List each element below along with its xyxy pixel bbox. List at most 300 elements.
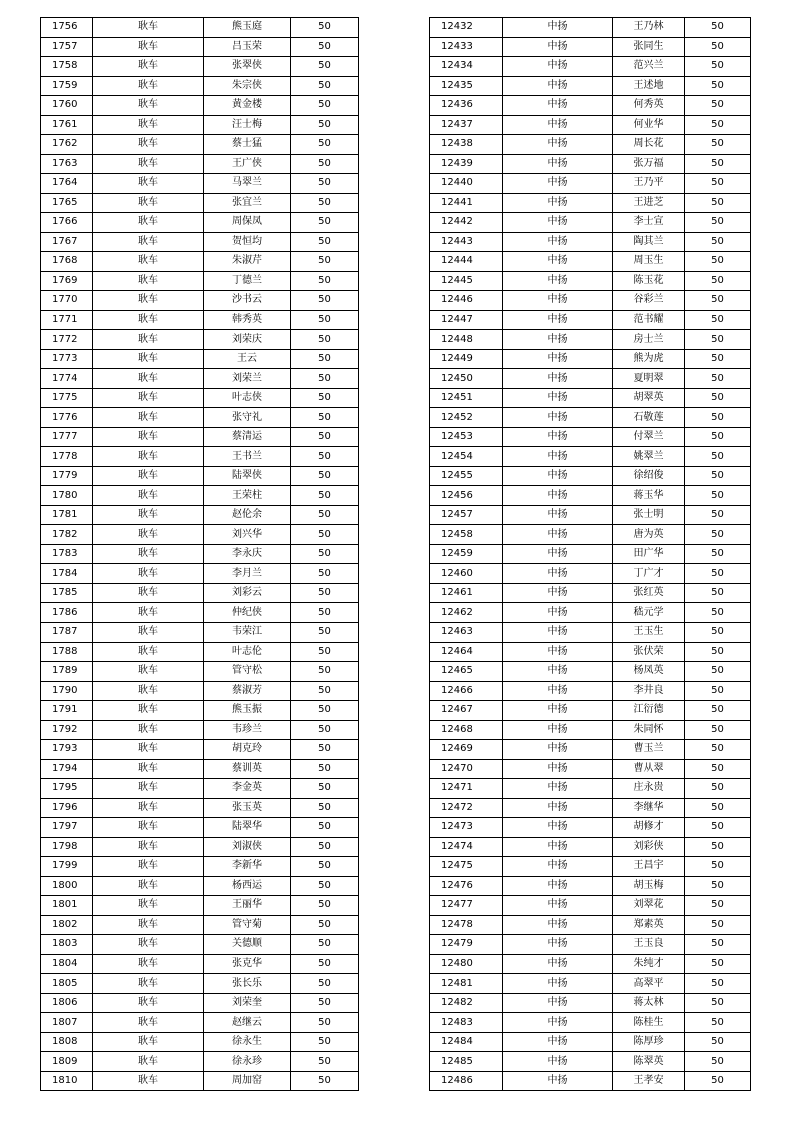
- amount-cell: 50: [291, 701, 359, 721]
- person-name-cell: 熊为虎: [613, 349, 685, 369]
- township-cell: 中扬: [503, 291, 613, 311]
- amount-cell: 50: [685, 96, 751, 116]
- amount-cell: 50: [291, 466, 359, 486]
- township-cell: 中扬: [503, 1052, 613, 1072]
- table-row: [41, 740, 359, 760]
- record-id-cell: 12459: [430, 544, 503, 564]
- person-name-cell: 杨凤英: [613, 662, 685, 682]
- left-table-body: [41, 18, 359, 1091]
- record-id-cell: 1806: [41, 993, 93, 1013]
- township-cell: 耿车: [93, 310, 204, 330]
- township-cell: 耿车: [93, 954, 204, 974]
- table-row: [430, 857, 751, 877]
- record-id-cell: 12457: [430, 505, 503, 525]
- table-row: [41, 935, 359, 955]
- record-id-cell: 1807: [41, 1013, 93, 1033]
- person-name-cell: 韦荣江: [204, 622, 291, 642]
- table-row: [41, 486, 359, 506]
- amount-cell: 50: [291, 310, 359, 330]
- table-row: [430, 642, 751, 662]
- amount-cell: 50: [291, 174, 359, 194]
- record-id-cell: 12436: [430, 96, 503, 116]
- table-row: [430, 115, 751, 135]
- amount-cell: 50: [291, 798, 359, 818]
- record-id-cell: 1761: [41, 115, 93, 135]
- record-id-cell: 1777: [41, 427, 93, 447]
- person-name-cell: 姚翠兰: [613, 447, 685, 467]
- township-cell: 耿车: [93, 388, 204, 408]
- township-cell: 耿车: [93, 1013, 204, 1033]
- amount-cell: 50: [685, 759, 751, 779]
- table-row: [430, 486, 751, 506]
- table-row: [41, 310, 359, 330]
- table-row: [41, 896, 359, 916]
- table-row: [430, 544, 751, 564]
- person-name-cell: 张宜兰: [204, 193, 291, 213]
- township-cell: 耿车: [93, 96, 204, 116]
- township-cell: 中扬: [503, 193, 613, 213]
- person-name-cell: 胡克玲: [204, 740, 291, 760]
- table-row: [41, 876, 359, 896]
- record-id-cell: 1758: [41, 57, 93, 77]
- amount-cell: 50: [685, 135, 751, 155]
- township-cell: 中扬: [503, 915, 613, 935]
- record-id-cell: 1775: [41, 388, 93, 408]
- township-cell: 中扬: [503, 57, 613, 77]
- amount-cell: 50: [685, 57, 751, 77]
- record-id-cell: 1757: [41, 37, 93, 57]
- amount-cell: 50: [685, 525, 751, 545]
- person-name-cell: 王昌宇: [613, 857, 685, 877]
- person-name-cell: 关德顺: [204, 935, 291, 955]
- person-name-cell: 庄永贵: [613, 779, 685, 799]
- record-id-cell: 12453: [430, 427, 503, 447]
- table-row: [430, 740, 751, 760]
- township-cell: 中扬: [503, 681, 613, 701]
- amount-cell: 50: [291, 271, 359, 291]
- person-name-cell: 李金英: [204, 779, 291, 799]
- person-name-cell: 叶志侠: [204, 388, 291, 408]
- record-id-cell: 12464: [430, 642, 503, 662]
- table-row: [430, 564, 751, 584]
- township-cell: 耿车: [93, 1032, 204, 1052]
- record-id-cell: 1779: [41, 466, 93, 486]
- person-name-cell: 张守礼: [204, 408, 291, 428]
- record-id-cell: 12482: [430, 993, 503, 1013]
- township-cell: 中扬: [503, 974, 613, 994]
- person-name-cell: 嵇元学: [613, 603, 685, 623]
- table-row: [430, 662, 751, 682]
- township-cell: 耿车: [93, 740, 204, 760]
- table-row: [41, 662, 359, 682]
- township-cell: 耿车: [93, 37, 204, 57]
- amount-cell: 50: [291, 662, 359, 682]
- township-cell: 耿车: [93, 622, 204, 642]
- table-row: [41, 466, 359, 486]
- record-id-cell: 1776: [41, 408, 93, 428]
- person-name-cell: 蒋玉华: [613, 486, 685, 506]
- record-id-cell: 1809: [41, 1052, 93, 1072]
- township-cell: 耿车: [93, 525, 204, 545]
- township-cell: 耿车: [93, 564, 204, 584]
- person-name-cell: 陈玉花: [613, 271, 685, 291]
- amount-cell: 50: [685, 974, 751, 994]
- right-table-body: [430, 18, 751, 1091]
- record-id-cell: 12466: [430, 681, 503, 701]
- table-row: [41, 388, 359, 408]
- person-name-cell: 胡修才: [613, 818, 685, 838]
- table-row: [430, 232, 751, 252]
- township-cell: 中扬: [503, 642, 613, 662]
- township-cell: 中扬: [503, 466, 613, 486]
- amount-cell: 50: [291, 740, 359, 760]
- table-row: [41, 349, 359, 369]
- record-id-cell: 12443: [430, 232, 503, 252]
- record-id-cell: 12470: [430, 759, 503, 779]
- record-id-cell: 12473: [430, 818, 503, 838]
- table-row: [41, 369, 359, 389]
- person-name-cell: 王述地: [613, 76, 685, 96]
- record-id-cell: 12435: [430, 76, 503, 96]
- amount-cell: 50: [685, 935, 751, 955]
- record-id-cell: 1805: [41, 974, 93, 994]
- table-row: [430, 349, 751, 369]
- amount-cell: 50: [685, 447, 751, 467]
- township-cell: 中扬: [503, 18, 613, 38]
- township-cell: 耿车: [93, 505, 204, 525]
- amount-cell: 50: [291, 505, 359, 525]
- table-row: [430, 174, 751, 194]
- township-cell: 耿车: [93, 681, 204, 701]
- table-row: [41, 96, 359, 116]
- township-cell: 耿车: [93, 193, 204, 213]
- record-id-cell: 12440: [430, 174, 503, 194]
- table-row: [430, 57, 751, 77]
- record-id-cell: 12446: [430, 291, 503, 311]
- person-name-cell: 刘彩云: [204, 583, 291, 603]
- person-name-cell: 周玉生: [613, 252, 685, 272]
- township-cell: 耿车: [93, 759, 204, 779]
- township-cell: 耿车: [93, 76, 204, 96]
- amount-cell: 50: [291, 1071, 359, 1091]
- record-id-cell: 12461: [430, 583, 503, 603]
- amount-cell: 50: [291, 193, 359, 213]
- record-id-cell: 12471: [430, 779, 503, 799]
- township-cell: 耿车: [93, 1052, 204, 1072]
- record-id-cell: 12469: [430, 740, 503, 760]
- township-cell: 耿车: [93, 896, 204, 916]
- amount-cell: 50: [685, 193, 751, 213]
- table-row: [41, 759, 359, 779]
- township-cell: 耿车: [93, 876, 204, 896]
- table-row: [430, 896, 751, 916]
- township-cell: 中扬: [503, 1013, 613, 1033]
- person-name-cell: 夏明翠: [613, 369, 685, 389]
- township-cell: 耿车: [93, 935, 204, 955]
- record-id-cell: 1789: [41, 662, 93, 682]
- amount-cell: 50: [291, 642, 359, 662]
- person-name-cell: 何业华: [613, 115, 685, 135]
- record-id-cell: 12445: [430, 271, 503, 291]
- township-cell: 耿车: [93, 291, 204, 311]
- township-cell: 中扬: [503, 525, 613, 545]
- table-row: [430, 876, 751, 896]
- township-cell: 中扬: [503, 954, 613, 974]
- township-cell: 耿车: [93, 213, 204, 233]
- table-row: [41, 974, 359, 994]
- record-id-cell: 12438: [430, 135, 503, 155]
- table-row: [41, 993, 359, 1013]
- amount-cell: 50: [291, 622, 359, 642]
- township-cell: 中扬: [503, 701, 613, 721]
- table-row: [430, 583, 751, 603]
- amount-cell: 50: [685, 583, 751, 603]
- record-id-cell: 1766: [41, 213, 93, 233]
- township-cell: 中扬: [503, 252, 613, 272]
- person-name-cell: 汪士梅: [204, 115, 291, 135]
- table-row: [41, 681, 359, 701]
- record-id-cell: 1786: [41, 603, 93, 623]
- record-id-cell: 12478: [430, 915, 503, 935]
- record-id-cell: 12441: [430, 193, 503, 213]
- table-row: [41, 18, 359, 38]
- person-name-cell: 王进芝: [613, 193, 685, 213]
- amount-cell: 50: [685, 1032, 751, 1052]
- township-cell: 中扬: [503, 505, 613, 525]
- amount-cell: 50: [685, 915, 751, 935]
- township-cell: 耿车: [93, 818, 204, 838]
- person-name-cell: 付翠兰: [613, 427, 685, 447]
- table-row: [430, 1071, 751, 1091]
- amount-cell: 50: [291, 876, 359, 896]
- record-id-cell: 12477: [430, 896, 503, 916]
- record-id-cell: 12475: [430, 857, 503, 877]
- amount-cell: 50: [291, 18, 359, 38]
- table-row: [430, 18, 751, 38]
- table-row: [430, 779, 751, 799]
- record-id-cell: 12465: [430, 662, 503, 682]
- person-name-cell: 丁德兰: [204, 271, 291, 291]
- record-id-cell: 1803: [41, 935, 93, 955]
- amount-cell: 50: [685, 701, 751, 721]
- township-cell: 中扬: [503, 271, 613, 291]
- amount-cell: 50: [291, 330, 359, 350]
- township-cell: 耿车: [93, 330, 204, 350]
- record-id-cell: 12449: [430, 349, 503, 369]
- record-id-cell: 1762: [41, 135, 93, 155]
- amount-cell: 50: [291, 369, 359, 389]
- person-name-cell: 陶其兰: [613, 232, 685, 252]
- township-cell: 中扬: [503, 174, 613, 194]
- table-row: [430, 525, 751, 545]
- amount-cell: 50: [685, 779, 751, 799]
- person-name-cell: 刘荣庆: [204, 330, 291, 350]
- table-row: [41, 408, 359, 428]
- person-name-cell: 刘彩侠: [613, 837, 685, 857]
- person-name-cell: 谷彩兰: [613, 291, 685, 311]
- person-name-cell: 李士宣: [613, 213, 685, 233]
- table-row: [41, 330, 359, 350]
- table-row: [430, 681, 751, 701]
- amount-cell: 50: [291, 857, 359, 877]
- table-row: [41, 1013, 359, 1033]
- township-cell: 耿车: [93, 154, 204, 174]
- right-table: [429, 17, 751, 1091]
- table-row: [430, 135, 751, 155]
- township-cell: 中扬: [503, 486, 613, 506]
- amount-cell: 50: [685, 603, 751, 623]
- record-id-cell: 12455: [430, 466, 503, 486]
- township-cell: 中扬: [503, 427, 613, 447]
- person-name-cell: 李永庆: [204, 544, 291, 564]
- table-row: [430, 447, 751, 467]
- amount-cell: 50: [685, 174, 751, 194]
- person-name-cell: 唐为英: [613, 525, 685, 545]
- person-name-cell: 马翠兰: [204, 174, 291, 194]
- amount-cell: 50: [291, 681, 359, 701]
- table-row: [41, 564, 359, 584]
- record-id-cell: 12447: [430, 310, 503, 330]
- township-cell: 耿车: [93, 603, 204, 623]
- township-cell: 耿车: [93, 271, 204, 291]
- record-id-cell: 1799: [41, 857, 93, 877]
- table-row: [41, 271, 359, 291]
- amount-cell: 50: [291, 1052, 359, 1072]
- amount-cell: 50: [685, 857, 751, 877]
- person-name-cell: 陈翠英: [613, 1052, 685, 1072]
- record-id-cell: 1801: [41, 896, 93, 916]
- person-name-cell: 张克华: [204, 954, 291, 974]
- person-name-cell: 曹从翠: [613, 759, 685, 779]
- person-name-cell: 张万福: [613, 154, 685, 174]
- person-name-cell: 高翠平: [613, 974, 685, 994]
- person-name-cell: 刘翠花: [613, 896, 685, 916]
- person-name-cell: 郑素英: [613, 915, 685, 935]
- table-row: [41, 544, 359, 564]
- amount-cell: 50: [685, 76, 751, 96]
- township-cell: 中扬: [503, 115, 613, 135]
- record-id-cell: 1759: [41, 76, 93, 96]
- record-id-cell: 12444: [430, 252, 503, 272]
- amount-cell: 50: [685, 252, 751, 272]
- record-id-cell: 1793: [41, 740, 93, 760]
- township-cell: 耿车: [93, 408, 204, 428]
- record-id-cell: 12486: [430, 1071, 503, 1091]
- amount-cell: 50: [291, 603, 359, 623]
- person-name-cell: 王书兰: [204, 447, 291, 467]
- person-name-cell: 李新华: [204, 857, 291, 877]
- amount-cell: 50: [685, 232, 751, 252]
- table-row: [430, 96, 751, 116]
- table-row: [430, 427, 751, 447]
- record-id-cell: 12460: [430, 564, 503, 584]
- table-row: [430, 818, 751, 838]
- record-id-cell: 12467: [430, 701, 503, 721]
- amount-cell: 50: [291, 935, 359, 955]
- amount-cell: 50: [685, 798, 751, 818]
- record-id-cell: 1765: [41, 193, 93, 213]
- record-id-cell: 1770: [41, 291, 93, 311]
- person-name-cell: 熊玉振: [204, 701, 291, 721]
- person-name-cell: 李继华: [613, 798, 685, 818]
- record-id-cell: 12456: [430, 486, 503, 506]
- amount-cell: 50: [685, 818, 751, 838]
- amount-cell: 50: [291, 135, 359, 155]
- table-row: [430, 505, 751, 525]
- table-row: [41, 505, 359, 525]
- record-id-cell: 12450: [430, 369, 503, 389]
- township-cell: 中扬: [503, 310, 613, 330]
- amount-cell: 50: [685, 369, 751, 389]
- township-cell: 耿车: [93, 915, 204, 935]
- table-row: [41, 915, 359, 935]
- table-row: [430, 291, 751, 311]
- table-row: [41, 1071, 359, 1091]
- amount-cell: 50: [685, 291, 751, 311]
- amount-cell: 50: [291, 213, 359, 233]
- table-row: [430, 915, 751, 935]
- person-name-cell: 刘淑侠: [204, 837, 291, 857]
- township-cell: 中扬: [503, 720, 613, 740]
- township-cell: 中扬: [503, 330, 613, 350]
- record-id-cell: 12463: [430, 622, 503, 642]
- table-row: [41, 154, 359, 174]
- person-name-cell: 蔡淑芳: [204, 681, 291, 701]
- table-row: [41, 720, 359, 740]
- person-name-cell: 王云: [204, 349, 291, 369]
- township-cell: 中扬: [503, 759, 613, 779]
- person-name-cell: 王广侠: [204, 154, 291, 174]
- record-id-cell: 1808: [41, 1032, 93, 1052]
- township-cell: 中扬: [503, 37, 613, 57]
- record-id-cell: 1767: [41, 232, 93, 252]
- person-name-cell: 周长花: [613, 135, 685, 155]
- person-name-cell: 王玉良: [613, 935, 685, 955]
- table-row: [430, 954, 751, 974]
- amount-cell: 50: [291, 486, 359, 506]
- person-name-cell: 徐永生: [204, 1032, 291, 1052]
- amount-cell: 50: [685, 876, 751, 896]
- person-name-cell: 李井良: [613, 681, 685, 701]
- amount-cell: 50: [291, 37, 359, 57]
- person-name-cell: 刘兴华: [204, 525, 291, 545]
- amount-cell: 50: [685, 622, 751, 642]
- record-id-cell: 1782: [41, 525, 93, 545]
- township-cell: 中扬: [503, 544, 613, 564]
- record-id-cell: 1756: [41, 18, 93, 38]
- amount-cell: 50: [685, 954, 751, 974]
- person-name-cell: 朱同怀: [613, 720, 685, 740]
- person-name-cell: 张同生: [613, 37, 685, 57]
- record-id-cell: 12458: [430, 525, 503, 545]
- person-name-cell: 张玉英: [204, 798, 291, 818]
- township-cell: 中扬: [503, 935, 613, 955]
- township-cell: 中扬: [503, 798, 613, 818]
- person-name-cell: 李月兰: [204, 564, 291, 584]
- township-cell: 耿车: [93, 857, 204, 877]
- record-id-cell: 12485: [430, 1052, 503, 1072]
- record-id-cell: 1763: [41, 154, 93, 174]
- township-cell: 耿车: [93, 174, 204, 194]
- amount-cell: 50: [685, 18, 751, 38]
- person-name-cell: 王乃林: [613, 18, 685, 38]
- record-id-cell: 1797: [41, 818, 93, 838]
- person-name-cell: 王丽华: [204, 896, 291, 916]
- person-name-cell: 朱淑芹: [204, 252, 291, 272]
- table-row: [41, 642, 359, 662]
- township-cell: 中扬: [503, 583, 613, 603]
- amount-cell: 50: [685, 115, 751, 135]
